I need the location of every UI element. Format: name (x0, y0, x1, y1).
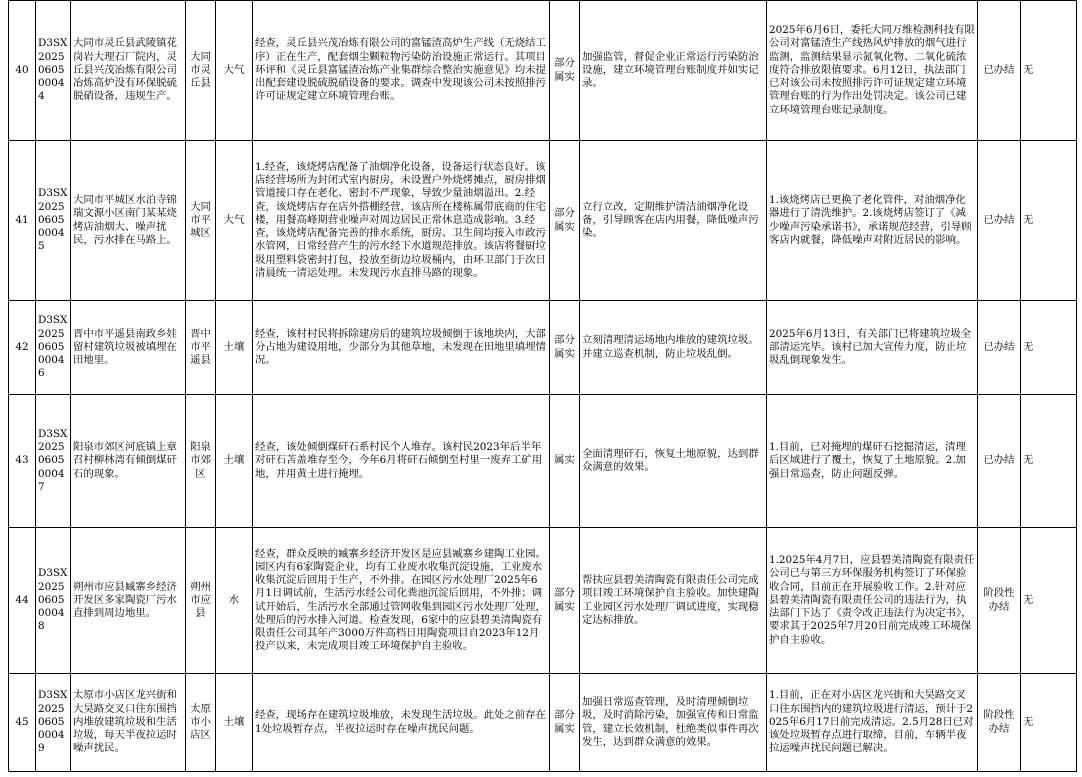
investigation-finding: 1.经查，该烧烤店配备了油烟净化设备，设备运行状态良好。该店经营场所为封闭式室内厨房，未设置户外烧烤摊点，厨房排烟管道接口存在老化、密封不严现象，导致少量油烟溢出。2.经查，该烧烤店存在店外搭棚经营，该店所在楼栋属带底商的住宅楼，用餐高峰期营业噪声对周边居民正常休息造成影响。3.经查，该烧烤店配备完善的排水系统，厨房、卫生间均接入市政污水管网，日常经营产生的污水经下水道规范排放。该店将餐厨垃圾用塑料袋密封打包，投放至街边垃圾桶内，由环卫部门于次日清晨统一清运处理。未发现污水直排马路的现象。 (253, 141, 550, 301)
row-number: 40 (9, 1, 36, 141)
case-code: D3SX2025060500049 (36, 674, 71, 772)
verification-verdict: 部分属实 (550, 141, 580, 301)
accountability-note: 无 (1021, 395, 1077, 528)
table-row (9, 141, 1077, 301)
rectification-result: 2025年6月13日，有关部门已将建筑垃圾全部清运完毕。该村已加大宣传力度，防止垃圾乱倒现象发生。 (767, 301, 978, 395)
complaint-content: 大同市灵丘县武陵镇花岗岩大理石厂院内，灵丘县兴茂冶炼有限公司冶炼高炉没有环保脱硫脱硝设备，违规生产。 (71, 1, 186, 141)
case-code: D3SX2025060500046 (36, 301, 71, 395)
table-row (9, 301, 1077, 395)
accountability-note: 无 (1021, 674, 1077, 772)
verification-verdict: 部分属实 (550, 674, 580, 772)
administrative-region: 太原市小店区 (186, 674, 216, 772)
row-number: 41 (9, 141, 36, 301)
handling-measure: 帮扶应县碧美清陶瓷有限责任公司完成项目竣工环境保护自主验收。加快建陶工业园区污水处理厂调试进度，实现稳定达标排放。 (580, 528, 767, 674)
case-code: D3SX2025060500044 (36, 1, 71, 141)
handling-status: 已办结 (978, 141, 1021, 301)
verification-verdict: 部分属实 (550, 1, 580, 141)
accountability-note: 无 (1021, 141, 1077, 301)
table-row (9, 1, 1077, 141)
rectification-result: 1.目前，正在对小店区龙兴街和大昊路交叉口往东围挡内的建筑垃圾进行清运，预计于2025年6月17日前完成清运。2.5月28日已对该处垃圾暂存点进行取缔，目前，车辆半夜拉运噪声扰民问题已解决。 (767, 674, 978, 772)
case-code: D3SX2025060500047 (36, 395, 71, 528)
case-code: D3SX2025060500048 (36, 528, 71, 674)
administrative-region: 大同市平城区 (186, 141, 216, 301)
investigation-finding: 经查，现场存在建筑垃圾堆放，未发现生活垃圾。此处之前存在1处垃圾暂存点，半夜拉运时存在噪声扰民问题。 (253, 674, 550, 772)
complaint-table (8, 0, 1077, 772)
pollution-type: 水 (216, 528, 253, 674)
complaint-content: 太原市小店区龙兴街和大昊路交叉口往东围挡内堆放建筑垃圾和生活垃圾，每天半夜拉运时噪声扰民。 (71, 674, 186, 772)
table-row (9, 674, 1077, 772)
accountability-note: 无 (1021, 1, 1077, 141)
investigation-finding: 经查，该村村民将拆除建房后的建筑垃圾倾倒于该地块内，大部分占地为建设用地，少部分为其他草地，未发现在田地里填埋情况。 (253, 301, 550, 395)
rectification-result: 1.该烧烤店已更换了老化管件，对油烟净化器进行了清洗维护。2.该烧烤店签订了《减少噪声污染承诺书》，承诺规范经营，引导顾客店内就餐，降低噪声对附近居民的影响。 (767, 141, 978, 301)
administrative-region: 朔州市应县 (186, 528, 216, 674)
administrative-region: 大同市灵丘县 (186, 1, 216, 141)
row-number: 43 (9, 395, 36, 528)
pollution-type: 大气 (216, 141, 253, 301)
case-code: D3SX2025060500045 (36, 141, 71, 301)
administrative-region: 晋中市平遥县 (186, 301, 216, 395)
row-number: 44 (9, 528, 36, 674)
handling-status: 已办结 (978, 395, 1021, 528)
pollution-type: 大气 (216, 1, 253, 141)
investigation-finding: 经查，群众反映的臧寨乡经济开发区是应县臧寨乡建陶工业园。园区内有6家陶瓷企业，均有工业废水收集沉淀设施，工业废水收集沉淀后回用于生产，不外排。在园区污水处理厂2025年6月1日调试前，生活污水经公司化粪池沉淀后回用，不外排；调试开始后，生活污水全部通过管网收集到园区污水处理厂处理，处理后的污水排入河道。检查发现，6家中的应县碧美清陶瓷有限责任公司其年产3000万件高档日用陶瓷项目自2023年12月投产以来，未完成项目竣工环境保护自主验收。 (253, 528, 550, 674)
handling-measure: 加强日常巡查管理，及时清理倾倒垃圾，及时消除污染，加强宣传和日常监管，建立长效机制，杜绝类似事件再次发生，达到群众满意的效果。 (580, 674, 767, 772)
handling-status: 已办结 (978, 1, 1021, 141)
accountability-note: 无 (1021, 301, 1077, 395)
handling-measure: 立刻清理清运场地内堆放的建筑垃圾。并建立巡查机制，防止垃圾乱倒。 (580, 301, 767, 395)
pollution-type: 土壤 (216, 395, 253, 528)
row-number: 42 (9, 301, 36, 395)
accountability-note: 无 (1021, 528, 1077, 674)
investigation-finding: 经查，灵丘县兴茂冶炼有限公司的富锰渣高炉生产线（无烧结工序）正在生产，配套烟尘颗粒物污染防治设施正常运行。其项目环评和《灵丘县富锰渣冶炼产业集群综合整治实施意见》均未提出配套建设脱硫脱硝设备的要求。调查中发现该公司未按照排污许可证规定建立环境管理台账。 (253, 1, 550, 141)
table-row (9, 395, 1077, 528)
rectification-result: 1.目前，已对掩埋的煤矸石挖掘清运，清理后区域进行了覆土，恢复了土地原貌。2.加强日常巡查，防止问题反弹。 (767, 395, 978, 528)
complaint-content: 晋中市平遥县南政乡娃留村建筑垃圾被填埋在田地里。 (71, 301, 186, 395)
table-row (9, 528, 1077, 674)
rectification-result: 1.2025年4月7日，应县碧美清陶瓷有限责任公司已与第三方环保服务机构签订了环保验收合同，目前正在开展验收工作。2.针对应县碧美清陶瓷有限责任公司的违法行为，执法部门下达了《责令改正违法行为决定书》，要求其于2025年7月20日前完成竣工环境保护自主验收。 (767, 528, 978, 674)
verification-verdict: 部分属实 (550, 301, 580, 395)
pollution-type: 土壤 (216, 301, 253, 395)
handling-status: 已办结 (978, 301, 1021, 395)
handling-measure: 加强监管，督促企业正常运行污染防治设施，建立环境管理台账制度并如实记录。 (580, 1, 767, 141)
complaint-content: 阳泉市郊区河底镇上章召村柳林湾有倾倒煤矸石的现象。 (71, 395, 186, 528)
rectification-result: 2025年6月6日，委托大同万维检测科技有限公司对富锰渣生产线热风炉排放的烟气进行监测，监测结果显示氮氧化物、二氧化硫浓度符合排放限值要求。6月12日，执法部门已对该公司未按照排污许可证规定建立环境管理台账的行为作出处罚决定。该公司已建立环境管理台账记录制度。 (767, 1, 978, 141)
table-body (9, 1, 1077, 772)
handling-measure: 立行立改，定期维护清洁油烟净化设备，引导顾客在店内用餐，降低噪声污染。 (580, 141, 767, 301)
pollution-type: 土壤 (216, 674, 253, 772)
handling-status: 阶段性办结 (978, 674, 1021, 772)
verification-verdict: 属实 (550, 395, 580, 528)
handling-status: 阶段性办结 (978, 528, 1021, 674)
administrative-region: 阳泉市郊区 (186, 395, 216, 528)
investigation-finding: 经查，该处倾倒煤矸石系村民个人堆存。该村民2023年后半年对矸石苫盖堆存至今，今年6月将矸石倾倒至村里一废弃工矿用地，并用黄土进行掩埋。 (253, 395, 550, 528)
verification-verdict: 部分属实 (550, 528, 580, 674)
row-number: 45 (9, 674, 36, 772)
handling-measure: 全面清理矸石，恢复土地原貌，达到群众满意的效果。 (580, 395, 767, 528)
complaint-content: 朔州市应县臧寨乡经济开发区多家陶瓷厂污水直排到周边地里。 (71, 528, 186, 674)
complaint-content: 大同市平城区水泊寺锦瑞文源小区南门某某烧烤店油烟大、噪声扰民，污水排在马路上。 (71, 141, 186, 301)
